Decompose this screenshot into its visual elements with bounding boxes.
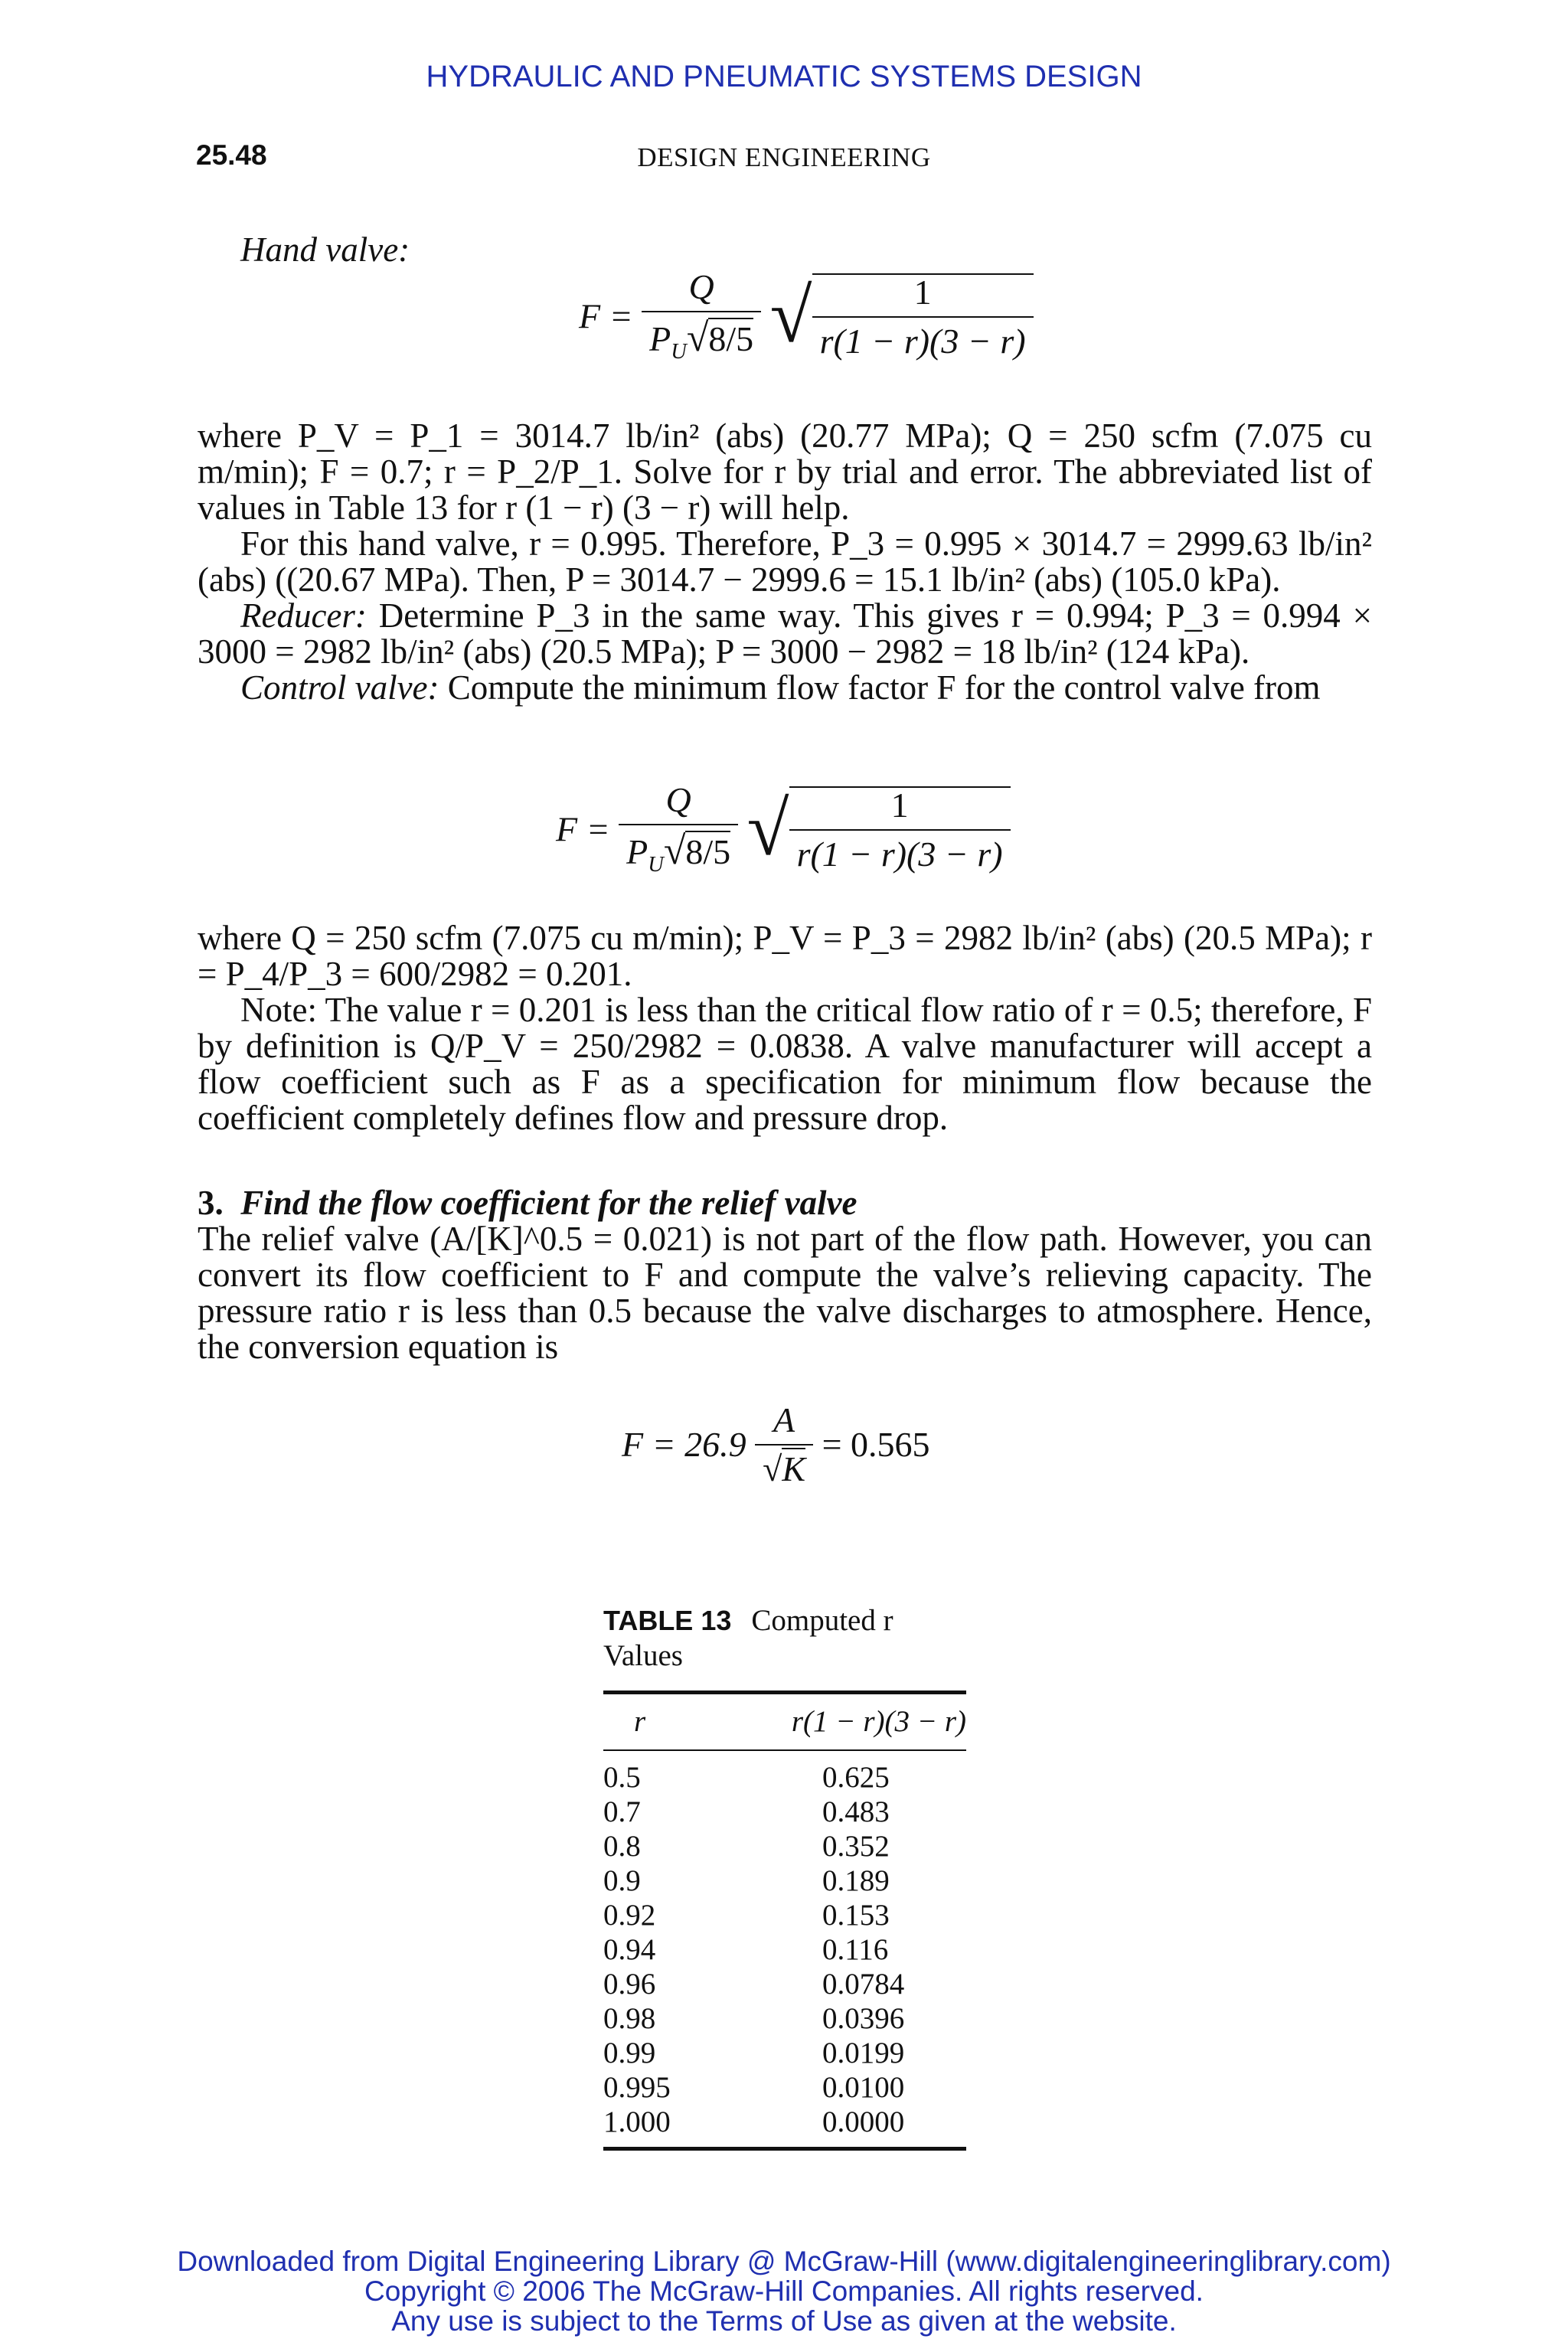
table-caption xyxy=(603,1603,966,1674)
paragraph-2-text: For this hand valve, r = 0.995. Therefore, P_3 = 0.995 × 3014.7 = 2999.63 lb/in² (abs) ((20.67 MPa). Then, P = 3014.7 − 2999.6 = 15.1 lb/in² (abs) (105.0 kPa). xyxy=(198,524,1372,599)
eq-den-p: P xyxy=(649,319,671,358)
table-row xyxy=(603,1829,966,1864)
paragraph-4-text: Compute the minimum flow factor F for the control valve from xyxy=(447,668,1321,707)
radical-numerator: 1 xyxy=(812,275,1034,318)
paragraph-5 xyxy=(198,920,1372,992)
table-row xyxy=(603,2036,966,2070)
relief-valve-equation xyxy=(622,1400,930,1488)
table-bottom-rule xyxy=(603,2147,966,2151)
radical-sign-2: √ xyxy=(746,786,789,872)
eq-den-root: 8/5 xyxy=(708,319,754,358)
radical-sign: √ xyxy=(769,273,812,359)
eq-denominator xyxy=(642,312,761,363)
eq2-den-root: 8/5 xyxy=(685,832,731,871)
table-cell-r: 0.7 xyxy=(603,1795,641,1828)
body-block-1 xyxy=(198,418,1372,706)
table-cell-value: 0.116 xyxy=(822,1933,889,1966)
paragraph-1-text: where P_V = P_1 = 3014.7 lb/in² (abs) (20.77 MPa); Q = 250 scfm (7.075 cu m/min); F = 0.7; r = P_2/P_1. Solve for r by trial and error. The abbreviated list of values in Table 13 for r (1 − r) (3 − r) will help. xyxy=(198,416,1372,527)
table-cell-value: 0.0000 xyxy=(822,2105,905,2138)
radical-fraction-2 xyxy=(789,786,1011,872)
paragraph-3-text: Determine P_3 in the same way. This gives r = 0.994; P_3 = 0.994 × 3000 = 2982 lb/in² (abs) (20.5 MPa); P = 3000 − 2982 = 18 lb/in² (124 kPa). xyxy=(198,596,1372,671)
eq2-den-sub: U xyxy=(648,852,664,877)
table-cell-r: 0.8 xyxy=(603,1830,641,1863)
radical2-numerator: 1 xyxy=(789,788,1011,831)
eq2-denominator xyxy=(619,825,738,876)
paragraph-1 xyxy=(198,418,1372,526)
table-row xyxy=(603,2001,966,2036)
table-header-row xyxy=(603,1694,966,1749)
table-cell-value: 0.153 xyxy=(822,1899,890,1932)
page-number: 25.48 xyxy=(196,139,267,171)
step-3-paragraph xyxy=(198,1221,1372,1365)
eq3-lhs: F = 26.9 xyxy=(622,1425,746,1464)
footer-download-notice[interactable]: Downloaded from Digital Engineering Library @ McGraw-Hill (www.digitalengineeringlibrary.com) xyxy=(177,2246,1391,2277)
table-cell-r: 0.96 xyxy=(603,1968,656,2001)
table-col-header-r: r xyxy=(634,1705,646,1738)
eq3-denominator xyxy=(755,1446,813,1487)
table-row xyxy=(603,1795,966,1829)
table-title: Computed r Values xyxy=(603,1604,893,1672)
eq3-den-k: K xyxy=(782,1449,806,1488)
eq-fraction xyxy=(642,267,761,364)
eq3-fraction xyxy=(755,1400,813,1488)
sqrt-sign: √ xyxy=(686,316,709,360)
table-row xyxy=(603,1967,966,2001)
table-cell-r: 0.9 xyxy=(603,1864,641,1897)
sqrt-sign-3: √ xyxy=(763,1449,782,1488)
table-13 xyxy=(603,1603,966,2151)
eq-numerator: Q xyxy=(642,270,761,312)
table-cell-value: 0.0100 xyxy=(822,2071,905,2104)
table-cell-value: 0.189 xyxy=(822,1864,890,1897)
table-cell-value: 0.625 xyxy=(822,1761,890,1794)
table-row xyxy=(603,1898,966,1932)
banner-title: HYDRAULIC AND PNEUMATIC SYSTEMS DESIGN xyxy=(426,60,1142,93)
table-row xyxy=(603,1932,966,1967)
table-cell-r: 0.99 xyxy=(603,2037,656,2069)
reducer-label: Reducer: xyxy=(240,596,367,635)
body-block-2 xyxy=(198,920,1372,1136)
eq-lhs: F = xyxy=(579,296,633,336)
radical-fraction xyxy=(812,273,1034,359)
step-3-title: Find the flow coefficient for the relief valve xyxy=(240,1184,858,1222)
hand-valve-label: Hand valve: xyxy=(240,230,410,269)
radical-denominator: r(1 − r)(3 − r) xyxy=(819,322,1026,361)
table-cell-value: 0.0396 xyxy=(822,2002,905,2035)
control-valve-equation xyxy=(556,782,1011,876)
radical-2 xyxy=(747,786,1011,872)
radical2-denominator: r(1 − r)(3 − r) xyxy=(796,835,1003,874)
table-row xyxy=(603,1864,966,1898)
table-cell-value: 0.483 xyxy=(822,1795,890,1828)
paragraph-6-text: Note: The value r = 0.201 is less than the critical flow ratio of r = 0.5; therefore, F by definition is Q/P_V = 250/2982 = 0.0838. A valve manufacturer will accept a flow coefficient such as F as a specification for minimum flow because the coefficient completely defines flow and pressure drop. xyxy=(198,991,1372,1137)
table-cell-r: 0.995 xyxy=(603,2071,671,2104)
table-label: TABLE 13 xyxy=(603,1605,732,1636)
eq2-numerator: Q xyxy=(619,782,738,825)
table-cell-r: 0.92 xyxy=(603,1899,656,1932)
paragraph-2 xyxy=(198,526,1372,598)
table-cell-r: 0.94 xyxy=(603,1933,656,1966)
table-row xyxy=(603,2070,966,2105)
hand-valve-equation xyxy=(579,267,1034,364)
eq2-fraction xyxy=(619,782,738,876)
table-cell-value: 0.0199 xyxy=(822,2037,905,2069)
table-cell-value: 0.0784 xyxy=(822,1968,905,2001)
eq-den-sub: U xyxy=(671,339,687,364)
eq3-rhs: = 0.565 xyxy=(822,1425,930,1464)
footer-terms: Any use is subject to the Terms of Use as given at the website. xyxy=(391,2305,1177,2337)
eq2-den-p: P xyxy=(626,832,648,871)
table-row xyxy=(603,2105,966,2139)
running-head: DESIGN ENGINEERING xyxy=(637,142,931,172)
step-3-heading xyxy=(198,1185,1372,1221)
paragraph-5-text: where Q = 250 scfm (7.075 cu m/min); P_V = P_3 = 2982 lb/in² (abs) (20.5 MPa); r = P_4/P_3 = 600/2982 = 0.201. xyxy=(198,919,1372,993)
table-cell-r: 0.98 xyxy=(603,2002,656,2035)
step-3-number: 3. xyxy=(198,1184,224,1222)
footer-copyright: Copyright © 2006 The McGraw-Hill Companies. All rights reserved. xyxy=(364,2275,1204,2307)
step-3-section xyxy=(198,1185,1372,1365)
table-body xyxy=(603,1751,966,2139)
table-cell-r: 1.000 xyxy=(603,2105,671,2138)
radical xyxy=(770,273,1034,359)
paragraph-6 xyxy=(198,992,1372,1136)
table-col-header-expr: r(1 − r)(3 − r) xyxy=(791,1705,966,1738)
table-cell-value: 0.352 xyxy=(822,1830,890,1863)
paragraph-4 xyxy=(198,670,1372,706)
table-row xyxy=(603,1760,966,1795)
eq3-numerator: A xyxy=(755,1403,813,1446)
control-valve-label: Control valve: xyxy=(240,668,439,707)
paragraph-3 xyxy=(198,598,1372,670)
sqrt-sign-2: √ xyxy=(663,829,686,873)
step-3-text: The relief valve (A/[K]^0.5 = 0.021) is not part of the flow path. However, you can convert its flow coefficient to F and compute the valve’s relieving capacity. The pressure ratio r is less than 0.5 because the valve discharges to atmosphere. Hence, the conversion equation is xyxy=(198,1220,1372,1366)
eq2-lhs: F = xyxy=(556,809,610,849)
table-cell-r: 0.5 xyxy=(603,1761,641,1794)
